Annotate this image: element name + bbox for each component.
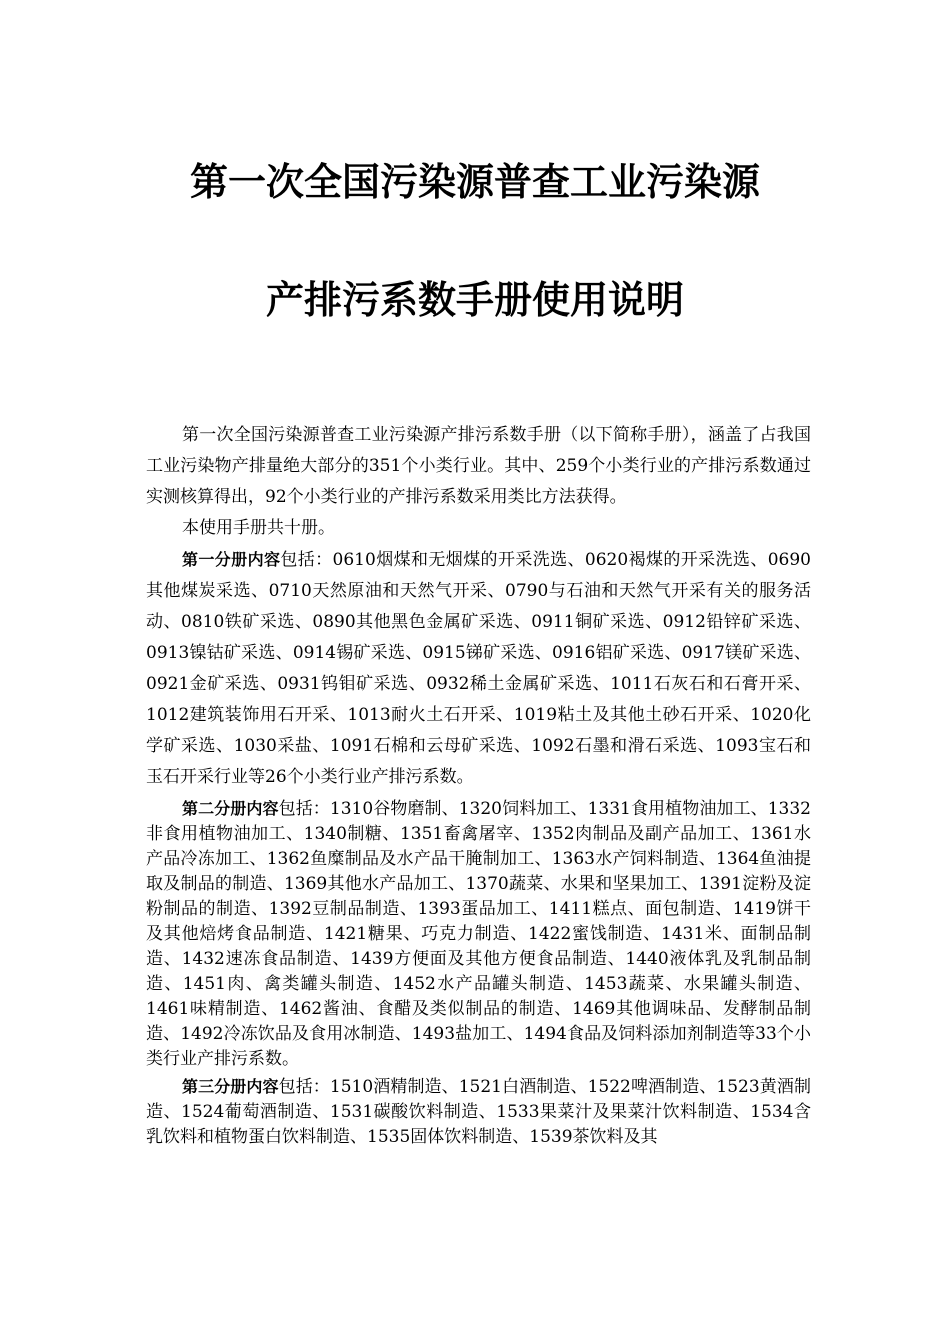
intro-paragraph: 第一次全国污染源普查工业污染源产排污系数手册（以下简称手册），涵盖了占我国工业污染物产排量绝大部分的351个小类行业。其中、259个小类行业的产排污系数通过实测核算得出，92个小类行业的产排污系数采用类比方法获得。 [146,425,811,507]
volume-1-heading: 第一分册内容 [182,550,281,569]
volume-1-paragraph [146,544,811,793]
document-title-line-2: 产排污系数手册使用说明 [265,278,684,322]
document-body [146,420,811,1150]
volume-2-text: 包括：1310谷物磨制、1320饲料加工、1331食用植物油加工、1332非食用植物油加工、1340制糖、1351畜禽屠宰、1352肉制品及副产品加工、1361水产品冷冻加工、1362鱼糜制品及水产品干腌制加工、1363水产饲料制造、1364鱼油提取及制品的制造、1369其他水产品加工、1370蔬菜、水果和坚果加工、1391淀粉及淀粉制品的制造、1392豆制品制造、1393蛋品加工、1411糕点、面包制造、1419饼干及其他焙烤食品制造、1421糖果、巧克力制造、1422蜜饯制造、1431米、面制品制造、1432速冻食品制造、1439方便面及其他方便食品制造、1440液体乳及乳制品制造、1451肉、禽类罐头制造、1452水产品罐头制造、1453蔬菜、水果罐头制造、1461味精制造、1462酱油、食醋及类似制品的制造、1469其他调味品、发酵制品制造、1492冷冻饮品及食用冰制造、1493盐加工、1494食品及饲料添加剂制造等33个小类行业产排污系数。 [146,799,811,1069]
volume-3-text: 包括：1510酒精制造、1521白酒制造、1522啤酒制造、1523黄酒制造、1524葡萄酒制造、1531碳酸饮料制造、1533果菜汁及果菜汁饮料制造、1534含乳饮料和植物蛋白饮料制造、1535固体饮料制造、1539茶饮料及其 [146,1077,811,1147]
volume-3-paragraph [146,1074,811,1150]
document-title-line-1: 第一次全国污染源普查工业污染源 [189,160,760,204]
volume-count-paragraph: 本使用手册共十册。 [182,518,335,538]
volume-1-text: 包括：0610烟煤和无烟煤的开采洗选、0620褐煤的开采洗选、0690其他煤炭采选、0710天然原油和天然气开采、0790与石油和天然气开采有关的服务活动、0810铁矿采选、0890其他黑色金属矿采选、0911铜矿采选、0912铅锌矿采选、0913镍钴矿采选、0914锡矿采选、0915锑矿采选、0916铝矿采选、0917镁矿采选、0921金矿采选、0931钨钼矿采选、0932稀土金属矿采选、1011石灰石和石膏开采、1012建筑装饰用石开采、1013耐火土石开采、1019粘土及其他土砂石开采、1020化学矿采选、1030采盐、1091石棉和云母矿采选、1092石墨和滑石采选、1093宝石和玉石开采行业等26个小类行业产排污系数。 [146,550,811,787]
volume-3-heading: 第三分册内容 [182,1077,279,1096]
volume-2-heading: 第二分册内容 [182,799,279,818]
volume-2-paragraph [146,796,811,1072]
